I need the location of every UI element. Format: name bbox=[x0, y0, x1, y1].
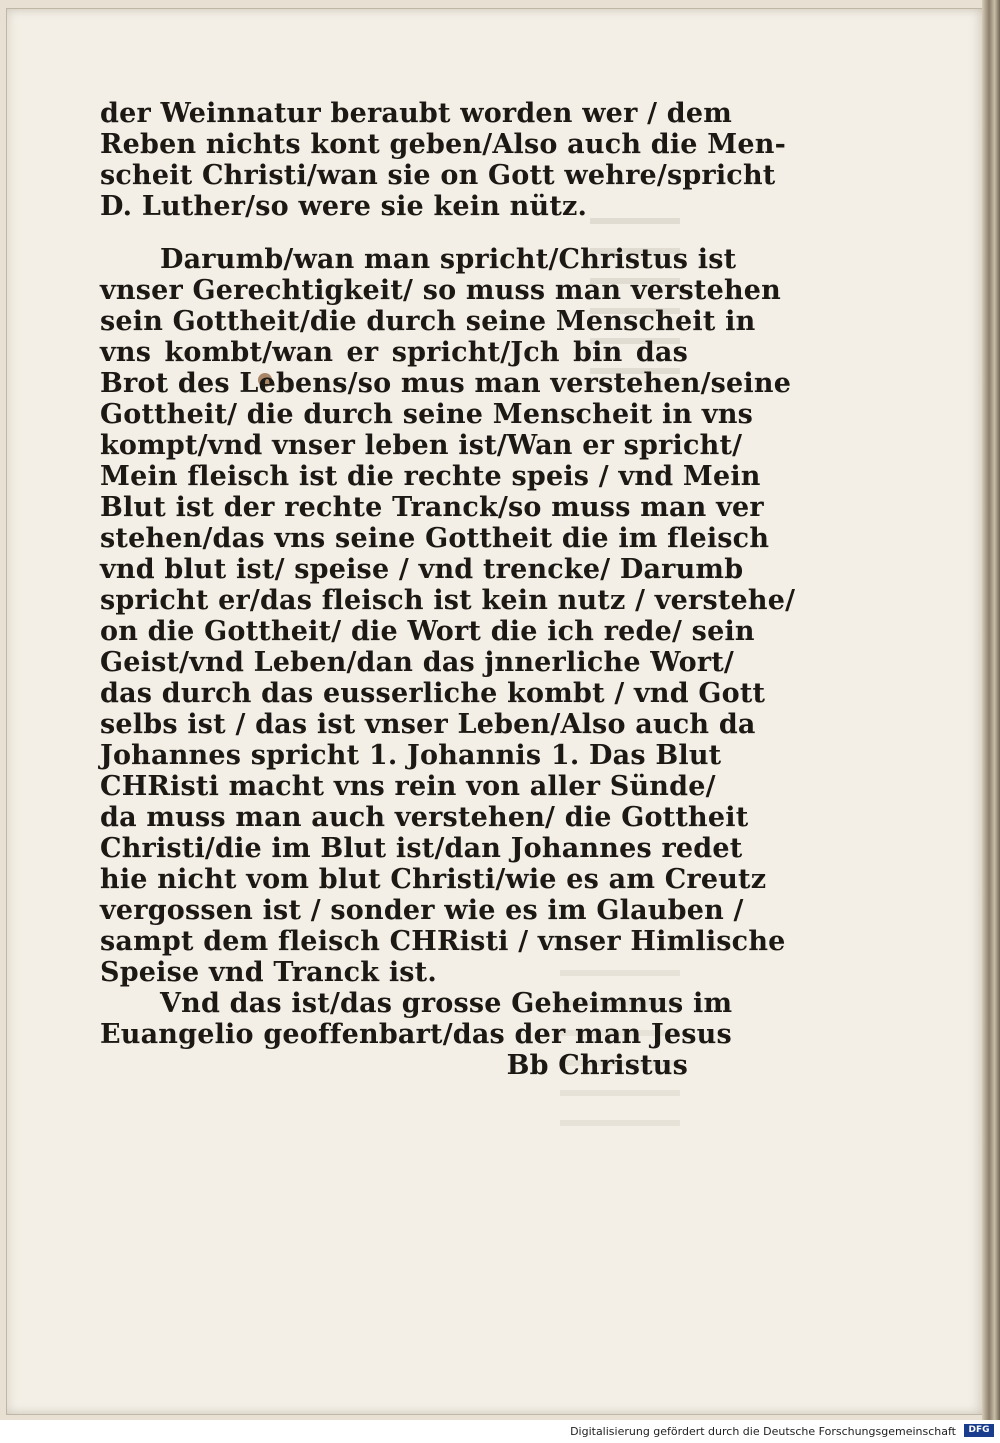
text-line: D. Luther/so were sie kein nütz. bbox=[100, 191, 588, 222]
paragraph-gap bbox=[100, 222, 688, 244]
text-line: spricht er/das fleisch ist kein nutz / verstehe/ bbox=[100, 585, 796, 616]
text-line: Speise vnd Tranck ist. bbox=[100, 957, 437, 988]
text-line: Mein fleisch ist die rechte speis / vnd Mein bbox=[100, 461, 761, 492]
text-line: da muss man auch verstehen/ die Gottheit bbox=[100, 802, 749, 833]
catchword-line: Bb Christus bbox=[506, 1050, 688, 1081]
text-line: vergossen ist / sonder wie es im Glauben / bbox=[100, 895, 744, 926]
text-line: der Weinnatur beraubt worden wer / dem bbox=[100, 98, 732, 129]
text-line: sampt dem fleisch CHRisti / vnser Himlische bbox=[100, 926, 786, 957]
text-line: hie nicht vom blut Christi/wie es am Creutz bbox=[100, 864, 767, 895]
text-line: Vnd das ist/das grosse Geheimnus im bbox=[160, 988, 733, 1019]
text-line: stehen/das vns seine Gottheit die im fleisch bbox=[100, 523, 770, 554]
text-line: CHRisti macht vns rein von aller Sünde/ bbox=[100, 771, 716, 802]
text-line: Darumb/wan man spricht/Christus ist bbox=[160, 244, 737, 275]
text-line: sein Gottheit/die durch seine Menscheit in bbox=[100, 306, 756, 337]
text-line: scheit Christi/wan sie on Gott wehre/spricht bbox=[100, 160, 776, 191]
text-line: Geist/vnd Leben/dan das jnnerliche Wort/ bbox=[100, 647, 734, 678]
dfg-logo: DFG bbox=[964, 1424, 994, 1437]
text-line: Brot des Lebens/so mus man verstehen/seine bbox=[100, 368, 792, 399]
text-line: vnser Gerechtigkeit/ so muss man verstehen bbox=[100, 275, 782, 306]
text-line: Johannes spricht 1. Johannis 1. Das Blut bbox=[100, 740, 722, 771]
text-line: Euangelio geoffenbart/das der man Jesus bbox=[100, 1019, 732, 1050]
text-line: selbs ist / das ist vnser Leben/Also auch da bbox=[100, 709, 756, 740]
text-line: on die Gottheit/ die Wort die ich rede/ sein bbox=[100, 616, 755, 647]
footer-credit: Digitalisierung gefördert durch die Deutsche Forschungsgemeinschaft bbox=[570, 1425, 956, 1438]
text-line: Gottheit/ die durch seine Menscheit in vns bbox=[100, 399, 754, 430]
text-line: kompt/vnd vnser leben ist/Wan er spricht/ bbox=[100, 430, 743, 461]
text-line: vnd blut ist/ speise / vnd trencke/ Darumb bbox=[100, 554, 744, 585]
text-line: vns kombt/wan er spricht/Jch bin das bbox=[100, 337, 688, 368]
page-text bbox=[100, 98, 796, 1081]
text-line: Christi/die im Blut ist/dan Johannes redet bbox=[100, 833, 743, 864]
text-line: das durch das eusserliche kombt / vnd Gott bbox=[100, 678, 766, 709]
text-line: Blut ist der rechte Tranck/so muss man ver bbox=[100, 492, 764, 523]
page-edge bbox=[982, 0, 1000, 1420]
text-line: Reben nichts kont geben/Also auch die Men- bbox=[100, 129, 786, 160]
